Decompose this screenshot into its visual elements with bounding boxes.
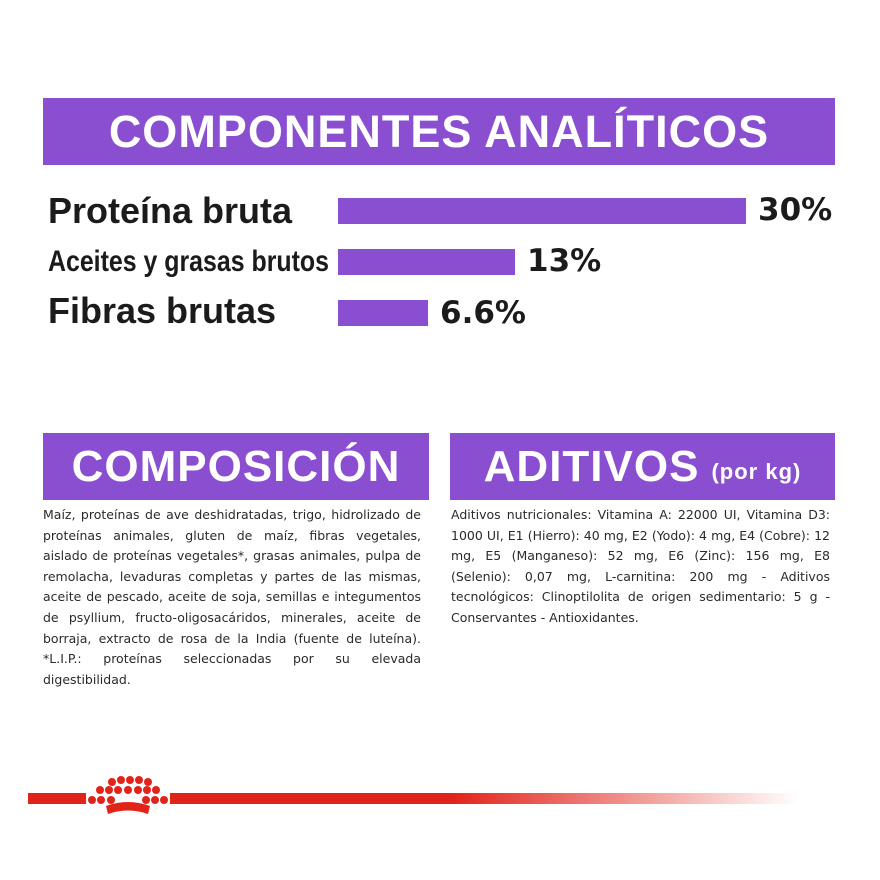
nutrient-label-proteina: Proteína bruta <box>48 190 293 231</box>
analiticos-title <box>43 98 835 165</box>
nutrient-label-fibras: Fibras brutas <box>48 290 277 331</box>
nutrient-value-fibras: 6.6% <box>440 295 526 331</box>
nutrient-value-proteina: 30% <box>758 192 833 228</box>
analiticos-title-text: COMPONENTES ANALÍTICOS <box>108 105 770 157</box>
aditivos-title-text: ADITIVOS <box>483 441 700 491</box>
aditivos-title <box>450 433 835 500</box>
aditivos-text: Aditivos nutricionales: Vitamina A: 22000 UI, Vitamina D3: 1000 UI, E1 (Hierro): 40 mg, E2 (Yodo): 4 mg, E4 (Cobre): 12 mg, E5 (Manganeso): 52 mg, E6 (Zinc): 156 mg, E8 (Selenio): 0,07 mg, L-carnitina: 200 mg - Aditivos tecnológicos: Clinoptilolita de origen sedimentario: 5 g - Conservantes - Antioxidantes. <box>451 507 830 625</box>
nutrient-bar-proteina <box>338 198 746 224</box>
composicion-text: Maíz, proteínas de ave deshidratadas, trigo, hidrolizado de proteínas animales, gluten de maíz, fibras vegetales, aislado de proteínas vegetales*, grasas animales, pulpa de remolacha, levaduras completas y partes de las mismas, aceite de pescado, aceite de soja, semillas e integumentos de psyllium, fructo-oligosacáridos, minerales, aceite de borraja, extracto de rosa de la India (fuente de luteína). *L.I.P.: proteínas seleccionadas por su elevada digestibilidad. <box>43 507 421 687</box>
nutrient-value-aceites: 13% <box>527 243 602 279</box>
composicion-title <box>43 433 429 500</box>
aditivos-unit: (por kg) <box>711 458 802 484</box>
nutrient-label-aceites: Aceites y grasas brutos <box>48 245 329 278</box>
royal-canin-crown-icon <box>86 776 170 818</box>
composicion-title-text: COMPOSICIÓN <box>71 441 401 491</box>
nutrient-bar-fibras <box>338 300 428 326</box>
nutrient-bar-aceites <box>338 249 515 275</box>
